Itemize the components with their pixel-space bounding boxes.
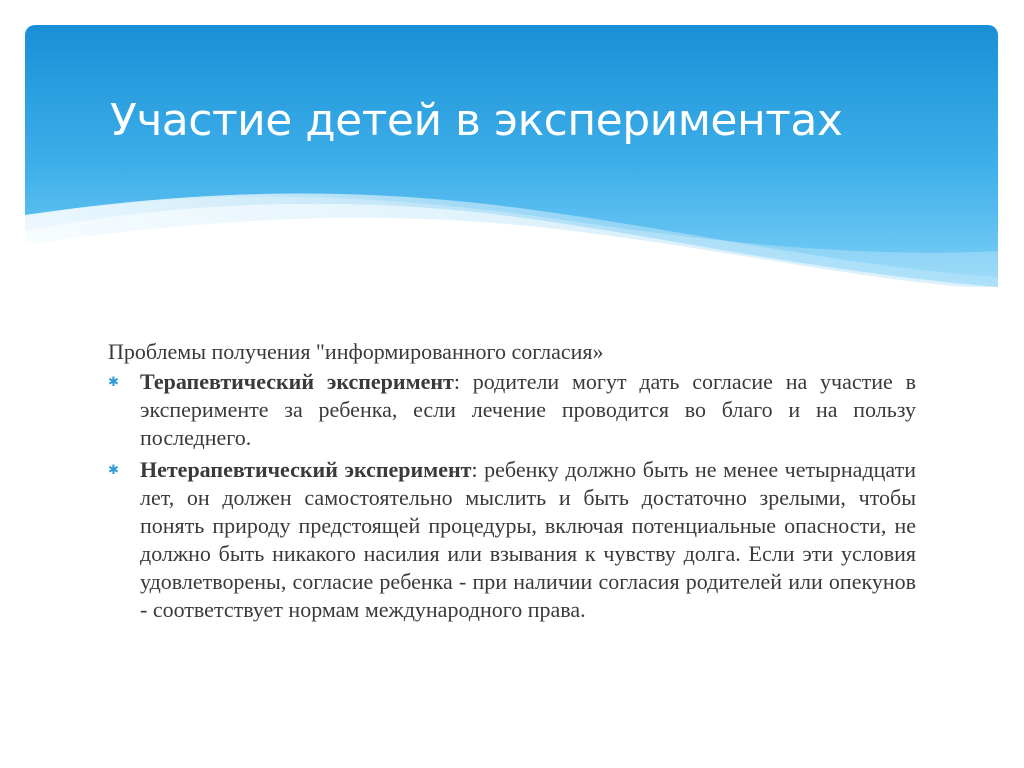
- header-banner: [25, 25, 998, 287]
- bullet-text: [140, 368, 916, 452]
- bullet-list: [108, 368, 916, 624]
- asterisk-icon: ✱: [108, 463, 119, 478]
- slide-title: Участие детей в экспериментах: [110, 95, 843, 146]
- slide-body: [108, 338, 916, 628]
- asterisk-icon: ✱: [108, 375, 119, 390]
- bullet-term: Терапевтический эксперимент: [140, 369, 454, 394]
- bullet-text: [140, 456, 916, 624]
- intro-text: Проблемы получения "информированного согласия»: [108, 339, 604, 364]
- bullet-description: : ребенку должно быть не менее четырнадцати лет, он должен самостоятельно мыслить и быть достаточно зрелыми, чтобы понять природу предстоящей процедуры, включая потенциальные опасности, не должно быть никакого насилия или взывания к чувству долга. Если эти условия удовлетворены, согласие ребенка - при наличии согласия родителей или опекунов - соответствует нормам международного права.: [140, 457, 916, 622]
- bullet-description: : родители могут дать согласие на участие в эксперименте за ребенка, если лечение проводится во благо и на пользу последнего.: [140, 369, 916, 450]
- bullet-term: Нетерапевтический эксперимент: [140, 457, 472, 482]
- bullet-item: [108, 368, 916, 452]
- wave-background: [25, 25, 998, 287]
- bullet-item: [108, 456, 916, 624]
